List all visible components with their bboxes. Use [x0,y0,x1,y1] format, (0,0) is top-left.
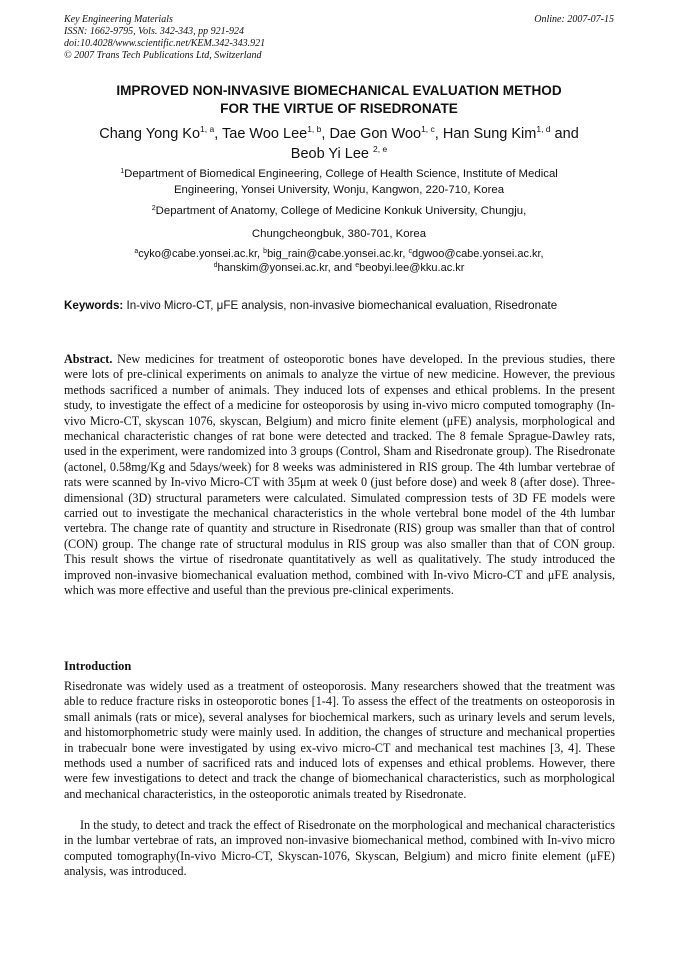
issn-line: ISSN: 1662-9795, Vols. 342-343, pp 921-924 [64,26,244,37]
copyright-line: © 2007 Trans Tech Publications Ltd, Switzerland [64,50,262,61]
author-and: and [550,126,579,142]
doi-line: doi:10.4028/www.scientific.net/KEM.342-343.921 [64,38,266,49]
abstract [64,352,615,599]
affiliation-text: Engineering, Yonsei University, Wonju, Kangwon, 220-710, Korea [173,184,505,196]
email-address: cyko@cabe.yonsei.ac.kr, [138,248,264,260]
keywords [64,298,557,314]
email-address: dgwoo@cabe.yonsei.ac.kr, [411,248,544,260]
affiliation-2-line-1 [60,203,618,219]
abstract-text: New medicines for treatment of osteoporotic bones have developed. In the previous studies, there were lots of pre-clinical experiments on animals to analyze the virtue of new medicine. However, the previous methods sacrificed a number of animals. They induced lots of expenses and ethical problems. In the present study, to investigate the effect of a medicine for osteoporosis by using in-vivo micro computed tomography (In-vivo Micro-CT, skyscan 1076, skyscan, Belgium) and micro finite element (μFE) analysis, morphological and mechanical characteristic changes of rat bone were detected and tracked. The 8 female Sprague-Dawley rats, used in the experiment, were randomized into 3 groups (Control, Sham and Risedronate group). The Risedronate (actonel, 0.58mg/Kg and 5days/week) for 8 weeks was administered in RIS group. The 4th lumbar vertebrae of rats were scanned by In-vivo Micro-CT with 35μm at week 0 (just before dose) and week 8 (after dose). Three-dimensional (3D) structural parameters were calculated. Simulated compression tests of 3D FE models were carried out to investigate the mechanical characteristics in the whole vertebral bone model of the 4th lumbar vertebra. The change rate of quantity and structure in Risedronate (RIS) group was smaller than that of control (CON) group. The change rate of structural modulus in RIS group was also smaller than that of CON group. This result shows the virtue of risedronate quantitatively as well as qualitatively. The study introduced the improved non-invasive biomechanical evaluation method, combined with In-vivo Micro-CT and μFE analysis, which was more effective and useful than the previous pre-clinical experiments. [64,352,615,598]
author-affiliation-mark: 1, b [307,124,322,134]
affiliation-1-line-1 [60,166,618,182]
email-list [60,247,618,275]
paper-title [60,82,618,118]
title-line-1: IMPROVED NON-INVASIVE BIOMECHANICAL EVALUATION METHOD [116,83,562,98]
author-separator: , [434,126,443,142]
email-address: hanskim@yonsei.ac.kr, and [217,262,356,274]
journal-name: Key Engineering Materials [64,14,173,25]
author-list [55,124,623,164]
introduction-heading: Introduction [64,659,132,673]
author-separator: , [214,126,223,142]
title-line-2: FOR THE VIRTUE OF RISEDRONATE [220,101,458,116]
author-name: Beob Yi Lee [290,146,369,162]
journal-header [64,14,265,62]
email-mark: a [134,248,139,255]
abstract-label: Abstract. [64,352,113,366]
author-name: Han Sung Kim [442,126,537,142]
author-line-1 [55,124,623,144]
email-address: beobyi.lee@kku.ac.kr [359,262,465,274]
email-line-2 [60,261,618,275]
author-affiliation-mark: 2, e [373,144,388,154]
affiliation-2 [60,203,618,242]
keywords-text: In-vivo Micro-CT, μFE analysis, non-invasive biomechanical evaluation, Risedronate [123,299,558,312]
author-line-2 [55,144,623,164]
author-affiliation-mark: 1, a [200,124,215,134]
email-line-1 [60,247,618,261]
affiliation-2-line-2 [60,226,618,242]
email-mark: d [213,262,218,269]
online-date: Online: 2007-07-15 [534,14,614,25]
author-name: Chang Yong Ko [99,126,201,142]
author-affiliation-mark: 1, d [536,124,551,134]
author-separator: , [321,126,330,142]
affiliation-mark: 2 [151,205,156,212]
affiliation-text: Department of Anatomy, College of Medicine Konkuk University, Chungju, [155,205,527,217]
email-mark: b [263,248,268,255]
affiliation-text: Chungcheongbuk, 380-701, Korea [251,228,427,240]
affiliation-mark: 1 [120,168,125,175]
affiliation-text: Department of Biomedical Engineering, College of Health Science, Institute of Medical [124,168,558,180]
author-name: Tae Woo Lee [222,126,308,142]
affiliation-1-line-2 [60,182,618,198]
introduction-paragraph-2: In the study, to detect and track the effect of Risedronate on the morphological and mechanical characteristics in the lumbar vertebrae of rats, an improved non-invasive biomechanical method, combined with In-vivo micro computed tomography(In-vivo Micro-CT, Skyscan-1076, Skyscan, Belgium) and micro finite element (μFE) analysis, was introduced. [64,818,615,879]
introduction-paragraph-1: Risedronate was widely used as a treatment of osteoporosis. Many researchers showed that the treatment was able to reduce fracture risks in osteoporotic bones [1-4]. To assess the effect of the treatments on osteoporosis in small animals (rats or mice), several analyses for biochemical markers, such as urinary levels and serum levels, and histomorphometric study were mainly used. In addition, the changes of structure and mechanical properties in trabecualr bone were investigated by using ex-vivo micro-CT and mechanical test machines [3, 4]. These methods used a number of sacrificed rats and induced lots of expenses and ethical problems. However, there were few investigations to detect and track the change of biomechanical characteristics, such as morphological and mechanical characteristics, in the osteoporotic animals treated by Risedronate. [64,679,615,801]
email-mark: c [408,248,412,255]
email-address: big_rain@cabe.yonsei.ac.kr, [267,248,409,260]
affiliation-1 [60,166,618,198]
author-affiliation-mark: 1, c [421,124,435,134]
keywords-label: Keywords: [64,299,124,312]
author-name: Dae Gon Woo [329,126,422,142]
email-mark: e [355,262,360,269]
